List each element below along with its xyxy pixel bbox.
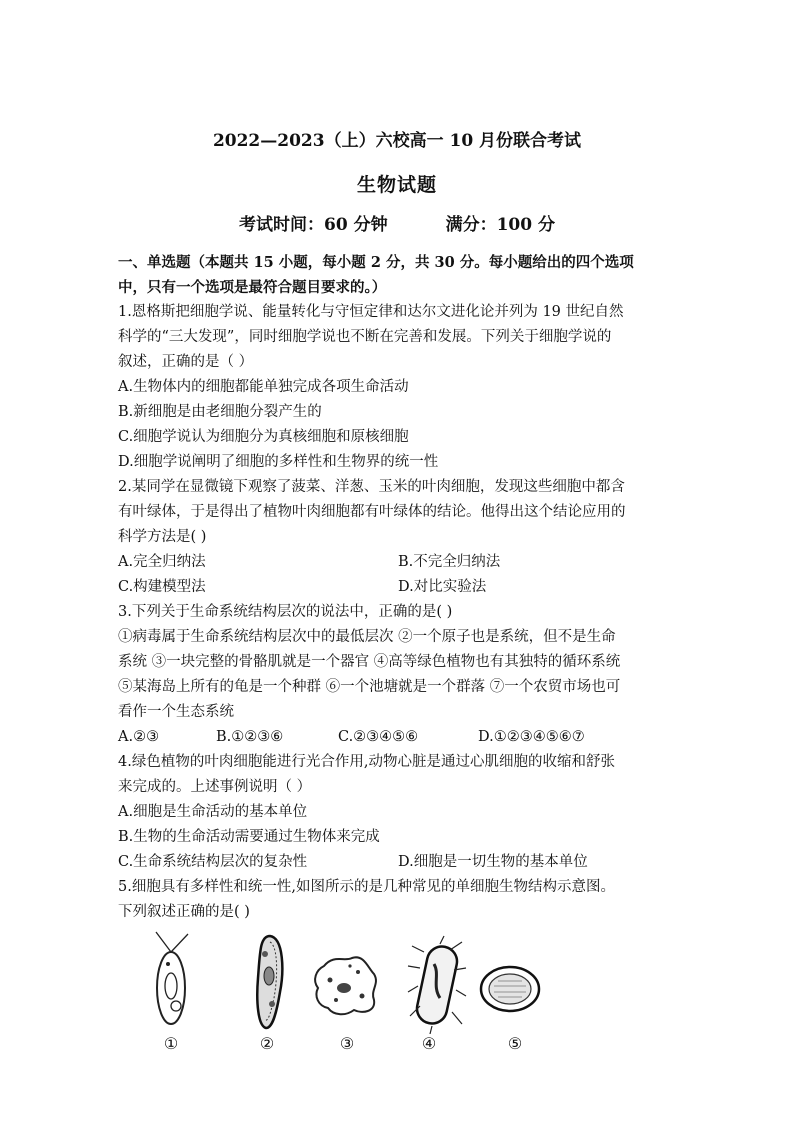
q5-line: 下列叙述正确的是( ): [118, 904, 250, 920]
figure-label-1: ①: [163, 1034, 179, 1053]
q2-option-a: A.完全归纳法: [118, 554, 206, 570]
q2-option-c: C.构建模型法: [118, 579, 206, 595]
q4-line: 4.绿色植物的叶肉细胞能进行光合作用,动物心脏是通过心肌细胞的收缩和舒张: [118, 754, 615, 770]
q4-option-a: A.细胞是生命活动的基本单位: [118, 804, 308, 820]
q2-line: 有叶绿体，于是得出了植物叶肉细胞都有叶绿体的结论。他得出这个结论应用的: [118, 504, 626, 520]
exam-score: 满分：100 分: [445, 215, 555, 235]
figure-label-4: ④: [421, 1034, 437, 1053]
exam-time: 考试时间：60 分钟: [239, 215, 388, 235]
q1-line: 叙述，正确的是（ ）: [118, 354, 254, 370]
exam-title: 2022—2023（上）六校高一 10 月份联合考试: [212, 131, 582, 151]
q1-option-a: A.生物体内的细胞都能单独完成各项生命活动: [118, 379, 409, 395]
q5-line: 5.细胞具有多样性和统一性,如图所示的是几种常见的单细胞生物结构示意图。: [118, 879, 615, 895]
q1-option-b: B.新细胞是由老细胞分裂产生的: [118, 404, 322, 420]
paramecium-figure: [250, 932, 290, 1032]
q3-option-a: A.②③: [118, 729, 160, 745]
subject-title: 生物试题: [356, 174, 437, 196]
q3-line: 系统 ③一块完整的骨骼肌就是一个器官 ④高等绿色植物也有其独特的循环系统: [118, 654, 621, 670]
q2-option-d: D.对比实验法: [398, 579, 487, 595]
q2-options-row-1: [118, 550, 678, 575]
section-heading-1: 一、单选题（本题共 15 小题，每小题 2 分，共 30 分。每小题给出的四个选项: [118, 254, 634, 271]
q4-line: 来完成的。上述事例说明（ ）: [118, 779, 312, 795]
q3-option-d: D.①②③④⑤⑥⑦: [478, 729, 585, 745]
q3-option-c: C.②③④⑤⑥: [338, 729, 419, 745]
q1-line: 科学的“三大发现”，同时细胞学说也不断在完善和发展。下列关于细胞学说的: [118, 329, 612, 345]
q4-option-b: B.生物的生命活动需要通过生物体来完成: [118, 829, 380, 845]
q4-option-c: C.生命系统结构层次的复杂性: [118, 854, 308, 870]
q3-line: ①病毒属于生命系统结构层次中的最低层次 ②一个原子也是系统，但不是生命: [118, 629, 616, 645]
q1-option-c: C.细胞学说认为细胞分为真核细胞和原核细胞: [118, 429, 409, 445]
amoeba-figure: [310, 950, 380, 1020]
chlamydomonas-figure: [146, 930, 196, 1030]
question-body: [118, 250, 678, 925]
bacterium-figure: [406, 934, 468, 1034]
figure-label-2: ②: [259, 1034, 275, 1053]
q4-option-d: D.细胞是一切生物的基本单位: [398, 854, 588, 870]
q3-line: 3.下列关于生命系统结构层次的说法中，正确的是( ): [118, 604, 453, 620]
round-cell-figure: [478, 964, 542, 1014]
exam-info: [0, 210, 794, 235]
q1-line: 1.恩格斯把细胞学说、能量转化与守恒定律和达尔文进化论并列为 19 世纪自然: [118, 304, 624, 320]
q2-option-b: B.不完全归纳法: [398, 554, 501, 570]
q2-line: 2.某同学在显微镜下观察了菠菜、洋葱、玉米的叶肉细胞，发现这些细胞中都含: [118, 479, 625, 495]
q2-options-row-2: [118, 575, 678, 600]
q1-option-d: D.细胞学说阐明了细胞的多样性和生物界的统一性: [118, 454, 439, 470]
q3-options-row: [118, 725, 678, 750]
q3-line: ⑤某海岛上所有的龟是一个种群 ⑥一个池塘就是一个群落 ⑦一个农贸市场也可: [118, 679, 621, 695]
figure-label-5: ⑤: [507, 1034, 523, 1053]
section-heading-2: 中，只有一个选项是最符合题目要求的。）: [118, 279, 387, 296]
q3-option-b: B.①②③⑥: [216, 729, 284, 745]
q3-line: 看作一个生态系统: [118, 704, 234, 720]
q4-options-row: [118, 850, 678, 875]
q2-line: 科学方法是( ): [118, 529, 207, 545]
cell-figures: [140, 930, 560, 1060]
figure-label-3: ③: [339, 1034, 355, 1053]
